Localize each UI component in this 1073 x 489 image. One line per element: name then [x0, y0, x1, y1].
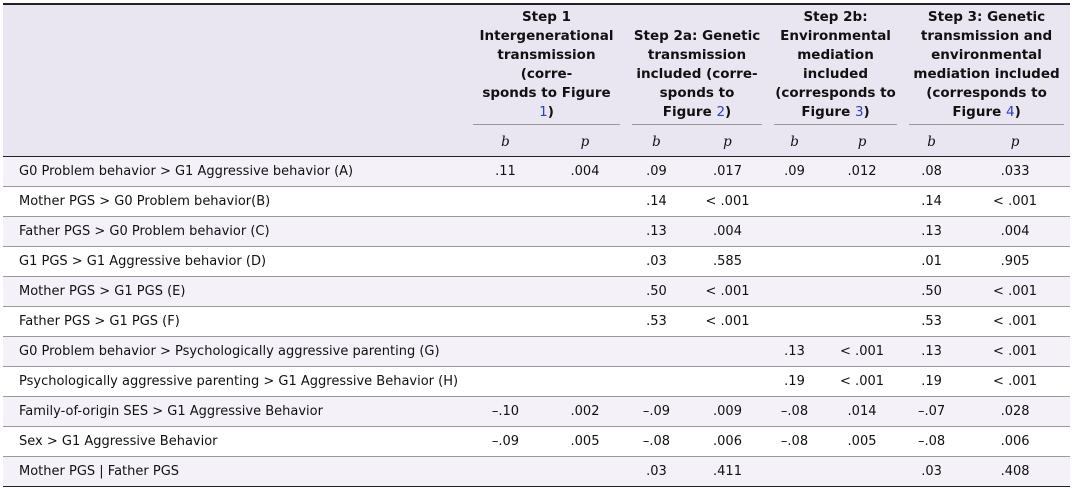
pvalue-cell: < .001: [960, 187, 1070, 217]
pvalue-cell: < .001: [687, 277, 768, 307]
pvalue-cell: .411: [687, 457, 768, 487]
figure-link[interactable]: 3: [854, 104, 864, 120]
pvalue-cell: .004: [544, 157, 626, 187]
row-label: G0 Problem behavior > Psychologically aggressive parenting (G): [3, 337, 467, 367]
pvalue-cell: .028: [960, 397, 1070, 427]
coef-cell: .08: [903, 157, 960, 187]
header-blank: [3, 4, 467, 128]
coef-cell: –.09: [626, 397, 687, 427]
header-line: sponds to Figure: [482, 85, 611, 101]
table-row: [3, 307, 1070, 337]
header-line: Intergenerational: [479, 28, 614, 44]
pvalue-cell: .408: [960, 457, 1070, 487]
header-close-paren: ): [1014, 104, 1021, 120]
pvalue-cell: .014: [821, 397, 903, 427]
coef-cell: .09: [768, 157, 821, 187]
coef-header: b: [768, 128, 821, 157]
pvalue-cell: < .001: [821, 337, 903, 367]
pvalue-cell: .006: [960, 427, 1070, 457]
pvalue-cell: .006: [687, 427, 768, 457]
pvalue-cell: [821, 187, 903, 217]
header-line: Step 1: [521, 9, 572, 25]
pvalue-header: p: [960, 128, 1070, 157]
header-line: Environmental: [780, 28, 891, 44]
pvalue-cell: < .001: [960, 367, 1070, 397]
table-row: [3, 247, 1070, 277]
coef-header: b: [626, 128, 687, 157]
coef-cell: [467, 337, 544, 367]
coef-cell: .03: [626, 247, 687, 277]
table-row: [3, 277, 1070, 307]
coef-cell: [768, 217, 821, 247]
coef-cell: .11: [467, 157, 544, 187]
pvalue-cell: .009: [687, 397, 768, 427]
row-label: G1 PGS > G1 Aggressive behavior (D): [3, 247, 467, 277]
header-close-paren: ): [547, 104, 554, 120]
header-step2a: [626, 4, 768, 128]
pvalue-cell: < .001: [687, 307, 768, 337]
coef-cell: .50: [626, 277, 687, 307]
row-label: Sex > G1 Aggressive Behavior: [3, 427, 467, 457]
coef-cell: –.07: [903, 397, 960, 427]
coef-cell: .19: [768, 367, 821, 397]
pvalue-cell: .905: [960, 247, 1070, 277]
pvalue-cell: .005: [821, 427, 903, 457]
pvalue-cell: .585: [687, 247, 768, 277]
coef-cell: .53: [903, 307, 960, 337]
row-label: Mother PGS | Father PGS: [3, 457, 467, 487]
pvalue-cell: < .001: [960, 277, 1070, 307]
coef-cell: .13: [903, 217, 960, 247]
coef-cell: [768, 457, 821, 487]
pvalue-cell: .017: [687, 157, 768, 187]
coef-cell: .01: [903, 247, 960, 277]
coef-cell: [626, 337, 687, 367]
pvalue-cell: [544, 367, 626, 397]
pvalue-cell: [821, 277, 903, 307]
coef-cell: –.08: [626, 427, 687, 457]
table-row: [3, 397, 1070, 427]
coef-cell: .14: [903, 187, 960, 217]
header-line: mediation included: [913, 66, 1060, 82]
row-label: Psychologically aggressive parenting > G1 Aggressive Behavior (H): [3, 367, 467, 397]
coef-cell: .14: [626, 187, 687, 217]
pvalue-cell: [544, 247, 626, 277]
coef-cell: .13: [903, 337, 960, 367]
header-line: mediation: [797, 47, 874, 63]
coef-cell: –.08: [903, 427, 960, 457]
coef-cell: .19: [903, 367, 960, 397]
coef-cell: .53: [626, 307, 687, 337]
pvalue-header: p: [821, 128, 903, 157]
coef-header: b: [467, 128, 544, 157]
coef-cell: .03: [626, 457, 687, 487]
table-row: [3, 427, 1070, 457]
coef-cell: .03: [903, 457, 960, 487]
coef-cell: [467, 187, 544, 217]
table-row: [3, 217, 1070, 247]
subheader-blank: [3, 128, 467, 157]
figure-link[interactable]: 2: [716, 104, 726, 120]
figure-link[interactable]: 1: [539, 104, 548, 120]
header-line: transmission (corre-: [497, 47, 596, 82]
pvalue-cell: < .001: [960, 337, 1070, 367]
coef-cell: .09: [626, 157, 687, 187]
row-label: Mother PGS > G1 PGS (E): [3, 277, 467, 307]
coef-cell: [768, 187, 821, 217]
coef-cell: [467, 367, 544, 397]
header-line: transmission: [647, 47, 747, 63]
header-line: Step 2b:: [803, 9, 868, 25]
table-row: [3, 157, 1070, 187]
header-line: Figure: [801, 104, 855, 120]
table-row: [3, 187, 1070, 217]
coef-cell: [467, 217, 544, 247]
row-label: Father PGS > G1 PGS (F): [3, 307, 467, 337]
header-line: Figure: [952, 104, 1006, 120]
coef-cell: [768, 307, 821, 337]
subheader-row: [3, 128, 1070, 157]
coef-cell: .50: [903, 277, 960, 307]
coef-cell: –.10: [467, 397, 544, 427]
pvalue-cell: .004: [960, 217, 1070, 247]
header-close-paren: ): [863, 104, 870, 120]
coef-cell: [768, 277, 821, 307]
coef-cell: [467, 247, 544, 277]
pvalue-cell: [821, 247, 903, 277]
coef-cell: .13: [768, 337, 821, 367]
coef-cell: .13: [626, 217, 687, 247]
pvalue-cell: [544, 337, 626, 367]
header-line: Figure: [662, 104, 717, 120]
pvalue-cell: [687, 337, 768, 367]
coef-cell: [467, 277, 544, 307]
pvalue-cell: .002: [544, 397, 626, 427]
row-label: Mother PGS > G0 Problem behavior(B): [3, 187, 467, 217]
header-line: environmental: [931, 47, 1042, 63]
pvalue-cell: [544, 307, 626, 337]
header-close-paren: ): [725, 104, 732, 120]
header-line: (corresponds to: [926, 85, 1047, 101]
header-step3: [903, 4, 1070, 128]
coef-cell: [768, 247, 821, 277]
pvalue-cell: .033: [960, 157, 1070, 187]
header-line: included (corre-: [636, 66, 758, 82]
row-label: G0 Problem behavior > G1 Aggressive behavior (A): [3, 157, 467, 187]
coef-cell: [626, 367, 687, 397]
header-line: Step 3: Genetic: [927, 9, 1046, 25]
pvalue-cell: [687, 367, 768, 397]
pvalue-cell: < .001: [821, 367, 903, 397]
results-table: [3, 3, 1070, 487]
pvalue-cell: < .001: [687, 187, 768, 217]
coef-cell: –.09: [467, 427, 544, 457]
header-line: transmission and: [920, 28, 1053, 44]
pvalue-cell: < .001: [960, 307, 1070, 337]
coef-cell: –.08: [768, 397, 821, 427]
header-step1: [467, 4, 626, 128]
pvalue-cell: [821, 457, 903, 487]
pvalue-cell: [544, 217, 626, 247]
table-row: [3, 457, 1070, 487]
table-row: [3, 337, 1070, 367]
pvalue-cell: [544, 187, 626, 217]
pvalue-cell: .005: [544, 427, 626, 457]
header-line: Step 2a: Genetic: [633, 28, 761, 44]
header-line: (corresponds to: [775, 85, 896, 101]
table-row: [3, 367, 1070, 397]
pvalue-cell: .004: [687, 217, 768, 247]
coef-cell: –.08: [768, 427, 821, 457]
pvalue-header: p: [687, 128, 768, 157]
header-line: included: [803, 66, 868, 82]
pvalue-cell: [821, 217, 903, 247]
header-line: sponds to: [659, 85, 735, 101]
pvalue-header: p: [544, 128, 626, 157]
row-label: Family-of-origin SES > G1 Aggressive Behavior: [3, 397, 467, 427]
coef-cell: [467, 457, 544, 487]
row-label: Father PGS > G0 Problem behavior (C): [3, 217, 467, 247]
figure-link[interactable]: 4: [1005, 104, 1015, 120]
pvalue-cell: [821, 307, 903, 337]
header-step2b: [768, 4, 903, 128]
pvalue-cell: .012: [821, 157, 903, 187]
pvalue-cell: [544, 457, 626, 487]
pvalue-cell: [544, 277, 626, 307]
coef-header: b: [903, 128, 960, 157]
coef-cell: [467, 307, 544, 337]
